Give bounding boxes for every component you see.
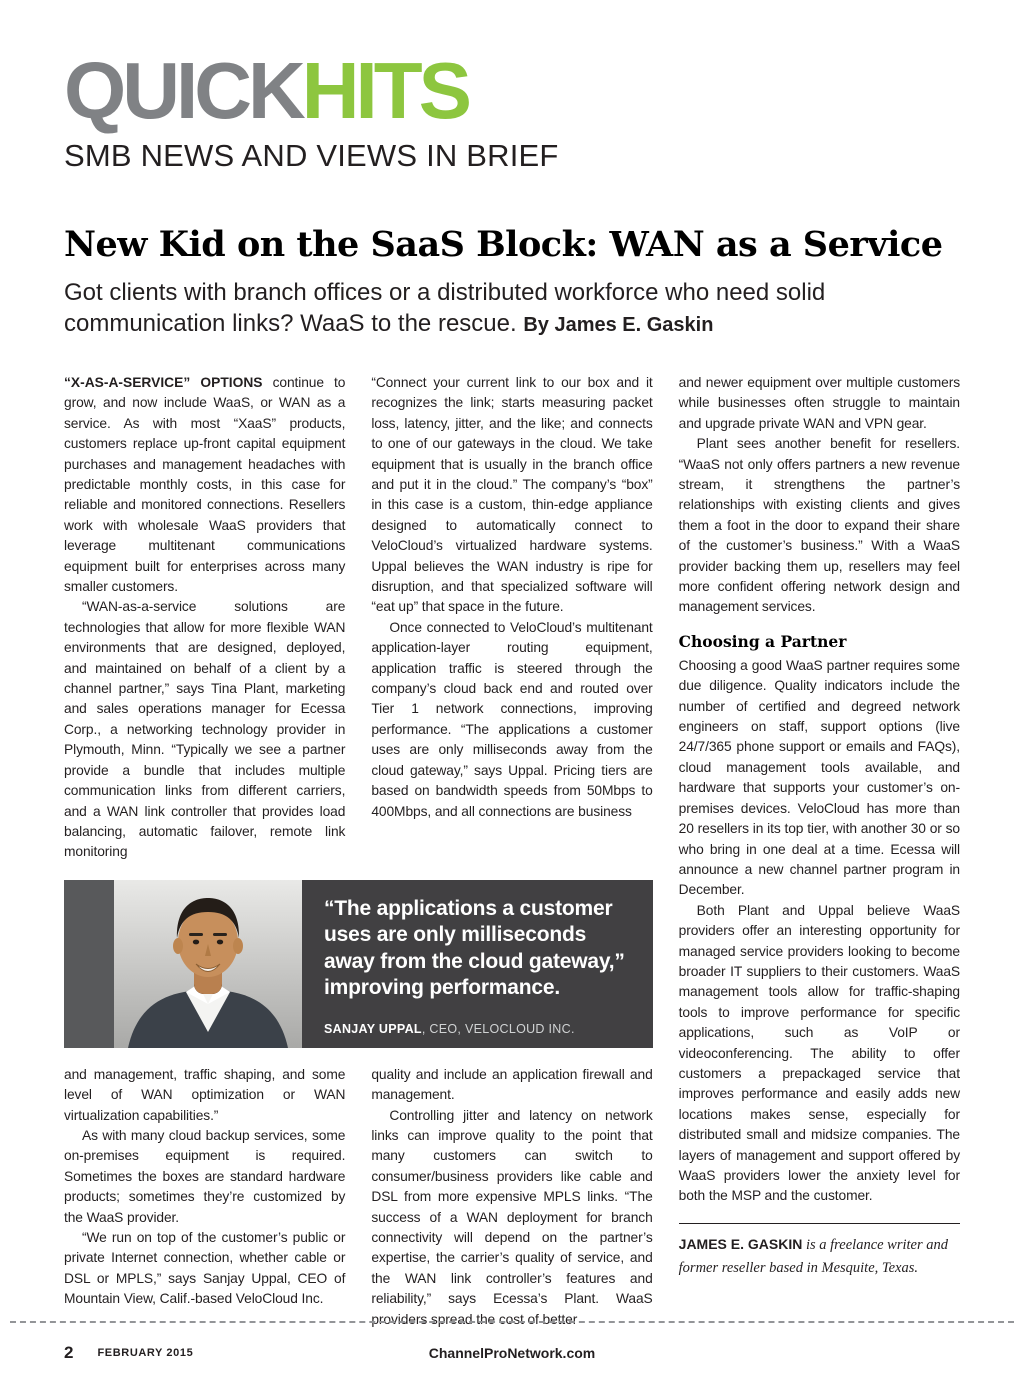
masthead-title (64, 46, 960, 135)
author-bio (679, 1223, 960, 1280)
masthead (64, 46, 960, 174)
portrait-photo (114, 880, 302, 1048)
pullquote-attribution-name: SANJAY UPPAL (324, 1021, 422, 1036)
masthead-subtitle: SMB NEWS AND VIEWS IN BRIEF (64, 137, 559, 173)
article-headline: New Kid on the SaaS Block: WAN as a Service (64, 223, 943, 265)
body-paragraph: As with many cloud backup services, some on-premises equipment is required. Sometimes the boxes are standard hardware products; sometimes they’re customized by the WaaS provider. (64, 1127, 346, 1225)
author-bio-name: JAMES E. GASKIN (678, 1235, 803, 1252)
site-name: ChannelProNetwork.com (428, 1345, 596, 1361)
body-paragraph: Once connected to VeloCloud’s multitenant application-layer routing equipment, application traffic is steered through the company’s cloud back end and routed over Tier 1 network connections, improving performance. “The applications a customer uses are only milliseconds away from the cloud gateway,” says Uppal. Pricing tiers are based on bandwidth speeds from 50Mbps to 400Mbps, and all connections are business (371, 619, 653, 819)
portrait-photo-illustration (114, 880, 302, 1048)
author-bio-text: is a freelance writer and former reseller based in Mesquite, Texas. (678, 1236, 949, 1276)
pullquote-accent-bar (64, 880, 114, 1048)
masthead-title-quick: QUICK (64, 46, 302, 135)
deck-text: Got clients with branch offices or a distributed workforce who need solid communication links? WaaS to the rescue. (64, 278, 826, 337)
column-2-top (371, 373, 652, 863)
pullquote-section (64, 863, 653, 1065)
footer-row (0, 1323, 1024, 1383)
body-paragraph: Choosing a good WaaS partner requires some due diligence. Quality indicators include the number of certified and degreed network engineers on staff, support options (live 24/7/365 phone support or emails and FAQs), cloud management tools available, and hardware that supports your customer’s on-premises devices. VeloCloud has more than 20 resellers in its top tier, with another 30 or so who bring in one deal at a time. Ecessa will announce a new channel partner program in December. (678, 657, 960, 898)
column-1-top (64, 373, 345, 863)
body-paragraph: and management, traffic shaping, and some level of WAN optimization or WAN virtualization capabilities.” (64, 1066, 346, 1123)
body-paragraph (64, 373, 345, 597)
column-2-bottom (371, 1065, 652, 1330)
body-paragraph: “WAN-as-a-service solutions are technologies that allow for more flexible WAN environments that are designed, deployed, and maintained on behalf of a client by a channel partner,” says Tina Plant, marketing and sales operations manager for Ecessa Corp., a networking technology provider in Plymouth, Minn. “Typically we see a partner provide a bundle that includes multiple communication links from different carriers, and a WAN link controller that provides load balancing, automatic failover, remote link monitoring (64, 599, 346, 860)
issue-date: FEBRUARY 2015 (97, 1347, 194, 1359)
pullquote-content (302, 880, 653, 1048)
pullquote-box (64, 880, 653, 1048)
column-1-bottom (64, 1065, 345, 1330)
body-paragraph: Both Plant and Uppal believe WaaS providers offer an interesting opportunity for managed service providers looking to become broader IT suppliers to their customers. WaaS management tools allow for traffic-shaping tools to improve performance for specific applications, such as VoIP or videoconferencing. The ability to offer customers a prepackaged service that improves performance and easily adds new locations makes sense, especially for distributed small and midsize companies. The layers of management and support offered by WaaS providers lower the anxiety level for both the MSP and the customer. (678, 902, 960, 1204)
article-body (64, 373, 960, 1330)
body-paragraph: Plant sees another benefit for resellers. “WaaS not only offers partners a new revenue stream, it strengthens the partner’s relationships with existing clients and gives them a foot in the door to expand their share of the customer’s business.” With a WaaS provider backing them up, resellers may feel more confident offering network design and management services. (678, 436, 960, 615)
page-number: 2 (64, 1343, 74, 1362)
body-paragraph: and newer equipment over multiple customers while businesses often struggle to maintain and upgrade private WAN and VPN gear. (678, 374, 960, 431)
body-paragraph: quality and include an application firewall and management. (371, 1066, 653, 1103)
pullquote-attribution-detail: , CEO, VELOCLOUD INC. (421, 1021, 575, 1036)
byline: By James E. Gaskin (523, 313, 714, 336)
section-heading: Choosing a Partner (678, 631, 847, 651)
column-3 (679, 373, 960, 1330)
pullquote-attribution (324, 1022, 631, 1036)
lead-in-text: “X-AS-A-SERVICE” OPTIONS (64, 374, 263, 390)
masthead-title-hits: HITS (301, 46, 469, 135)
paragraph-text: continue to grow, and now include WaaS, or WAN as a service. As with most “XaaS” products, customers replace up-front capital equipment purchases and management headaches with predictable monthly costs, in this case for reliable and monitored connections. Resellers work with wholesale WaaS providers that leverage multitenant communications equipment built for enterprises across many smaller customers. (64, 374, 346, 595)
body-paragraph: “Connect your current link to our box and it recognizes the link; starts measuring packet loss, latency, jitter, and the like; and connects to one of our gateways in the cloud. We take equipment that is usually in the branch office and put it in the cloud.” The company’s “box” in this case is a custom, thin-edge appliance designed to automatically connect to VeloCloud’s virtualized hardware systems. Uppal believes the WAN industry is ripe for disruption, and that specialized software will “eat up” that space in the future. (371, 374, 653, 615)
article-deck (64, 277, 960, 339)
page-footer (0, 1321, 1024, 1383)
body-paragraph: “We run on top of the customer’s public or private Internet connection, whether cable or DSL or MPLS,” says Sanjay Uppal, CEO of Mountain View, Calif.-based VeloCloud Inc. (64, 1229, 346, 1307)
pullquote-text: “The applications a customer uses are only milliseconds away from the cloud gateway,” improving performance. (324, 896, 625, 1000)
body-paragraph: Controlling jitter and latency on network links can improve quality to the point that many customers can switch to consumer/business providers like cable and DSL from more expensive MPLS links. “The success of a WAN deployment for branch connectivity will depend on the partner’s expertise, the carrier’s quality of service, and the WAN link controller’s features and reliability,” says Ecessa’s Plant. WaaS providers spread the cost of better (371, 1107, 653, 1327)
